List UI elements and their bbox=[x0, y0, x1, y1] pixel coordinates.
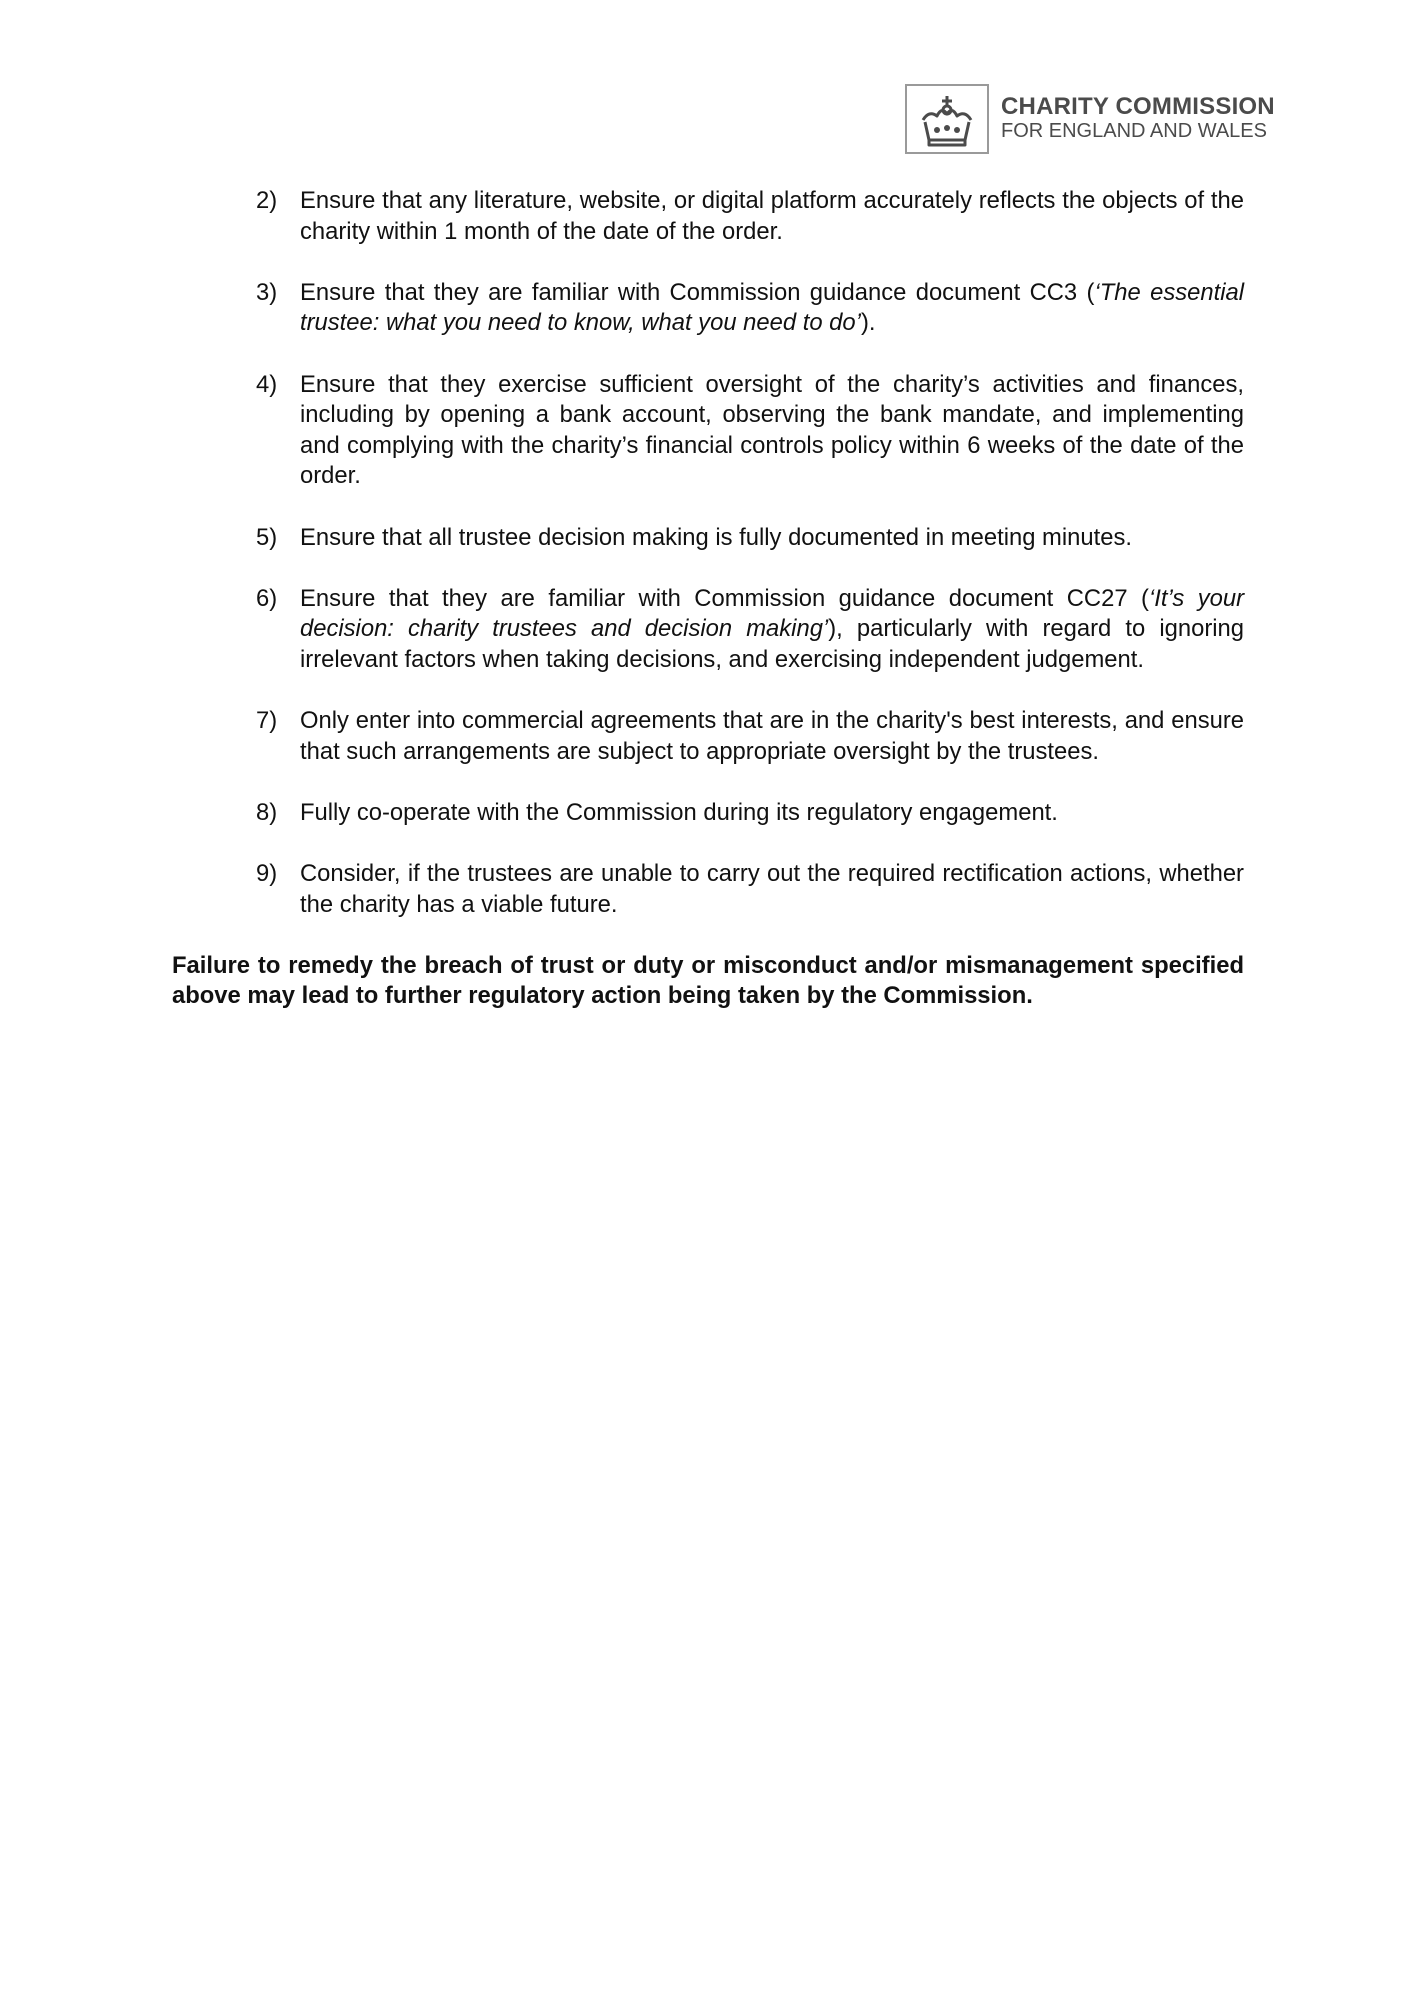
item-text: Consider, if the trustees are unable to carry out the required rectification actions, whether the charity has a viable future. bbox=[300, 860, 1244, 918]
requirements-list bbox=[172, 186, 1244, 920]
list-item bbox=[172, 706, 1244, 767]
document-body bbox=[172, 186, 1244, 1012]
item-text bbox=[300, 584, 1244, 676]
list-item bbox=[172, 186, 1244, 247]
crest-box bbox=[905, 84, 989, 154]
list-item bbox=[172, 584, 1244, 676]
item-text-part: Ensure that they are familiar with Commission guidance document CC27 ( bbox=[300, 584, 1149, 612]
crown-crest-icon bbox=[915, 92, 979, 148]
list-item bbox=[172, 798, 1244, 829]
item-text-part: ), particularly with regard to ignoring irrelevant factors when taking decisions, and exercising independent judgement. bbox=[300, 615, 1245, 673]
item-text: Ensure that any literature, website, or digital platform accurately reflects the objects of the charity within 1 month of the date of the order. bbox=[300, 187, 1244, 245]
item-text bbox=[300, 278, 1244, 339]
item-text: Only enter into commercial agreements that are in the charity's best interests, and ensure that such arrangements are subject to appropriate oversight by the trustees. bbox=[300, 707, 1244, 765]
conclusion-warning: Failure to remedy the breach of trust or duty or misconduct and/or mismanagement specified above may lead to further regulatory action being taken by the Commission. bbox=[172, 951, 1244, 1010]
list-item bbox=[172, 523, 1244, 554]
logo-subtitle: FOR ENGLAND AND WALES bbox=[1001, 120, 1267, 142]
list-item bbox=[172, 278, 1244, 339]
item-text: Fully co-operate with the Commission during its regulatory engagement. bbox=[300, 798, 1058, 826]
item-number: 2) bbox=[256, 187, 278, 214]
charity-commission-logo bbox=[905, 84, 1275, 156]
item-number: 6) bbox=[256, 584, 278, 612]
guidance-title: ‘The essential trustee: what you need to know, what you need to do’ bbox=[300, 278, 1245, 337]
logo-title: CHARITY COMMISSION bbox=[1001, 93, 1275, 120]
guidance-title: ‘It’s your decision: charity trustees and decision making’ bbox=[300, 584, 1244, 643]
item-number: 4) bbox=[256, 370, 278, 398]
item-number: 5) bbox=[256, 523, 278, 551]
item-text: Ensure that all trustee decision making is fully documented in meeting minutes. bbox=[300, 523, 1132, 551]
list-item bbox=[172, 370, 1244, 492]
item-number: 8) bbox=[256, 798, 278, 826]
item-number: 7) bbox=[256, 707, 278, 735]
item-number: 9) bbox=[256, 860, 278, 888]
item-text: Ensure that they exercise sufficient oversight of the charity’s activities and finances, including by opening a bank account, observing the bank mandate, and implementing and complying with the charity’s financial controls policy within 6 weeks of the date of the order. bbox=[300, 370, 1244, 490]
item-text-part: ). bbox=[860, 309, 876, 337]
item-text-part: Ensure that they are familiar with Commission guidance document CC3 ( bbox=[300, 278, 1095, 306]
item-number: 3) bbox=[256, 278, 278, 306]
list-item bbox=[172, 859, 1244, 920]
